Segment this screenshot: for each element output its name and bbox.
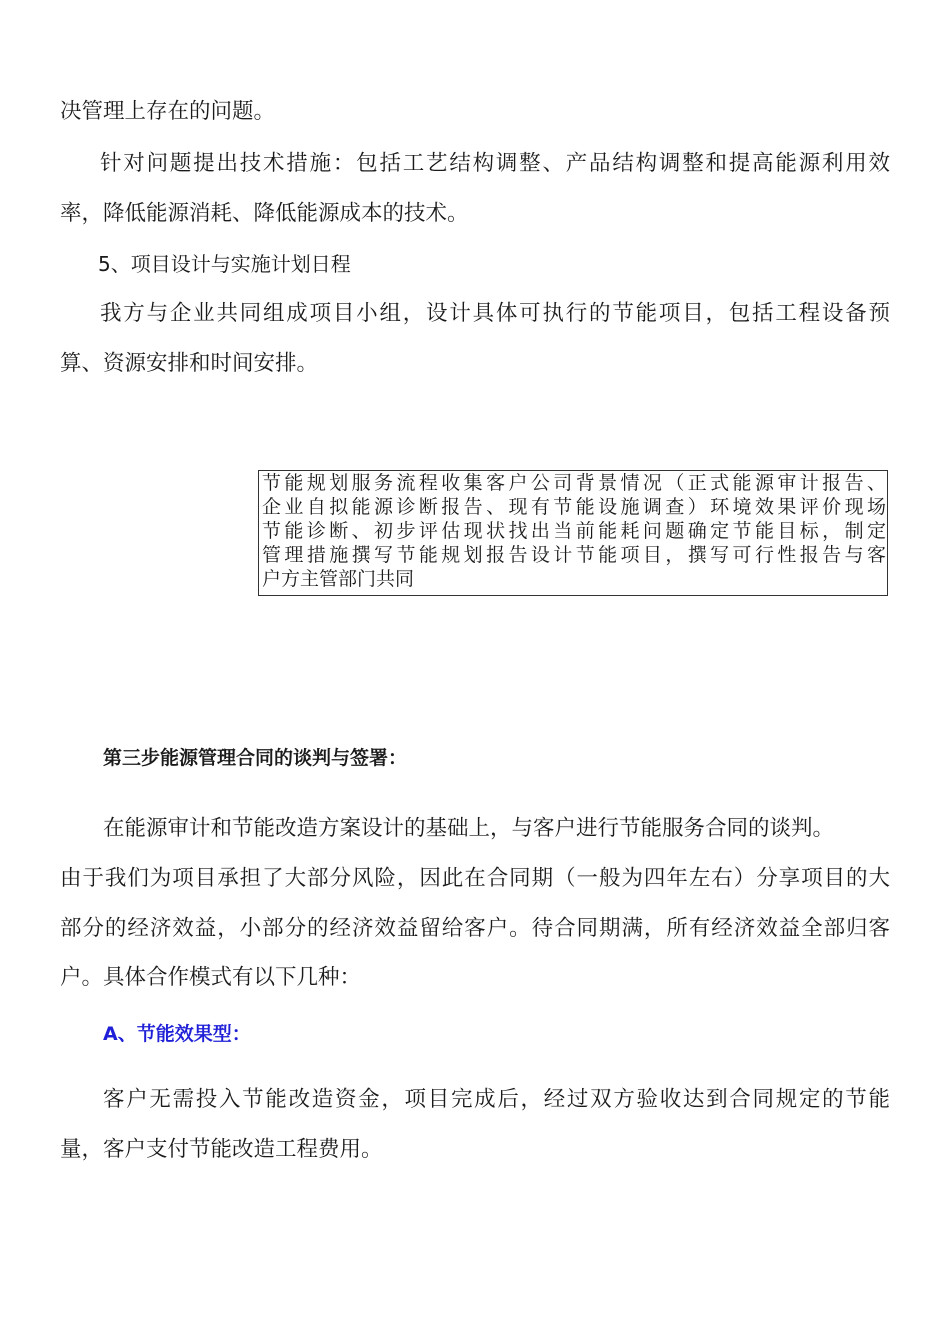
paragraph-line: 在能源审计和节能改造方案设计的基础上，与客户进行节能服务合同的谈判。 [103,816,835,841]
paragraph-line: 量，客户支付节能改造工程费用。 [60,1137,383,1162]
flow-box-line: 户方主管部门共同 [262,568,415,590]
paragraph-line: 由于我们为项目承担了大部分风险，因此在合同期（一般为四年左右）分享项目的大 [60,866,890,891]
paragraph-line: 率，降低能源消耗、降低能源成本的技术。 [60,201,469,226]
flow-box-line: 节能诊断、初步评估现状找出当前能耗问题确定节能目标，制定 [262,520,886,542]
paragraph-line: 决管理上存在的问题。 [60,99,276,124]
paragraph-line: 部分的经济效益，小部分的经济效益留给客户。待合同期满，所有经济效益全部归客 [60,916,890,941]
paragraph-line: 户。具体合作模式有以下几种： [60,965,362,990]
section-heading: 第三步能源管理合同的谈判与签署： [103,747,408,769]
flow-box-line: 节能规划服务流程收集客户公司背景情况（正式能源审计报告、 [262,472,886,494]
paragraph-line: 客户无需投入节能改造资金，项目完成后，经过双方验收达到合同规定的节能 [103,1087,890,1112]
paragraph-line: 算、资源安排和时间安排。 [60,351,319,376]
paragraph-line: 针对问题提出技术措施：包括工艺结构调整、产品结构调整和提高能源利用效 [100,151,890,176]
paragraph-line: 我方与企业共同组成项目小组，设计具体可执行的节能项目，包括工程设备预 [100,301,890,326]
subsection-heading: A、节能效果型： [103,1023,251,1045]
flow-box-line: 管理措施撰写节能规划报告设计节能项目，撰写可行性报告与客 [262,544,886,566]
flow-text-box [258,470,888,596]
flow-box-line: 企业自拟能源诊断报告、现有节能设施调查）环境效果评价现场 [262,496,886,518]
list-item-heading: 5、项目设计与实施计划日程 [98,252,351,276]
